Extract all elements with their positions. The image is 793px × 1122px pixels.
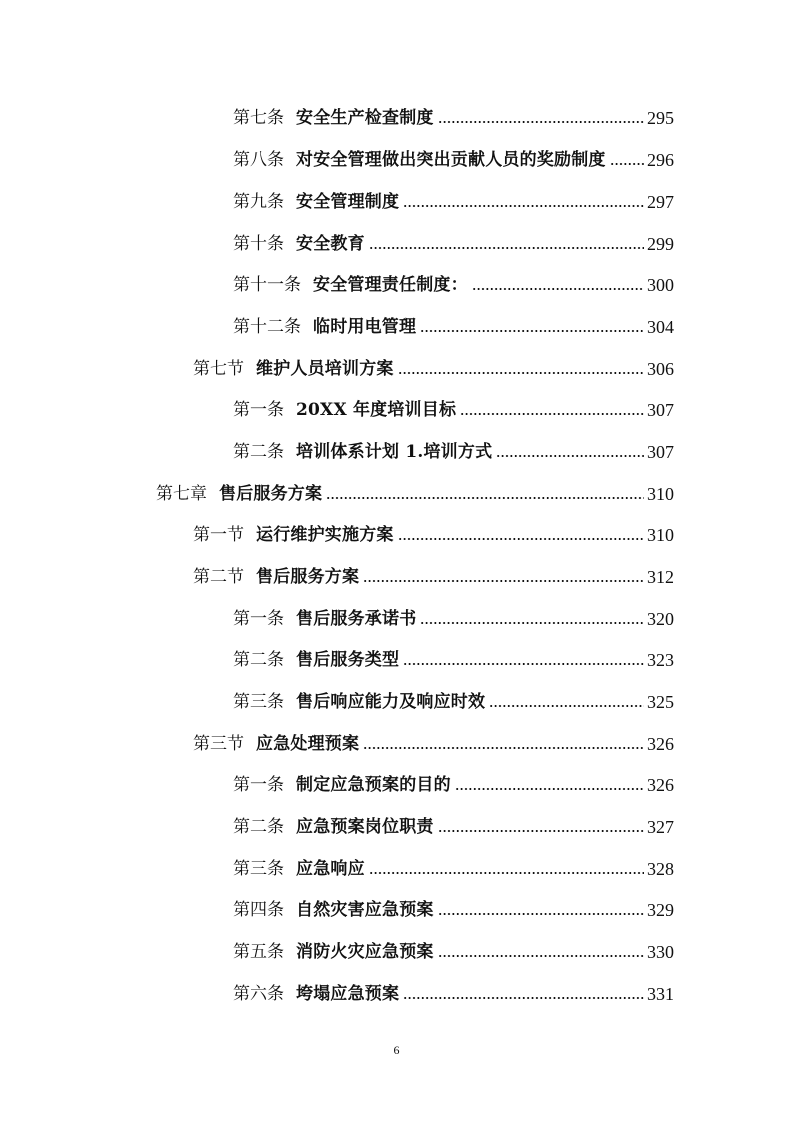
toc-entry[interactable] xyxy=(233,309,674,339)
toc-entry-number: 第九条 xyxy=(233,192,284,212)
toc-entry-title: 售后响应能力及响应时效 xyxy=(296,692,486,712)
footer-page-number: 6 xyxy=(393,1043,400,1057)
toc-entry[interactable] xyxy=(233,267,674,297)
toc-entry-page: 296 xyxy=(647,150,674,170)
toc-entry-title: 垮塌应急预案 xyxy=(296,984,400,1004)
toc-entry-title: 临时用电管理 xyxy=(313,317,417,337)
toc-entry[interactable] xyxy=(233,184,674,214)
dot-leader xyxy=(438,953,644,959)
toc-entry-page: 299 xyxy=(647,234,674,254)
toc-entry-title: 售后服务方案 xyxy=(219,484,323,504)
dot-leader xyxy=(403,203,644,209)
toc-entry-title: 安全管理制度 xyxy=(296,192,400,212)
toc-entry-page: 323 xyxy=(647,650,674,670)
dot-leader xyxy=(438,911,644,917)
dot-leader xyxy=(326,495,644,501)
dot-leader xyxy=(460,411,644,417)
toc-entry[interactable] xyxy=(233,226,674,256)
dot-leader xyxy=(369,870,644,876)
toc-entry-page: 307 xyxy=(647,442,674,462)
toc-entry[interactable] xyxy=(233,392,674,422)
toc-entry[interactable] xyxy=(233,851,674,881)
toc-entry-page: 326 xyxy=(647,775,674,795)
toc-entry-title: 制定应急预案的目的 xyxy=(296,775,451,795)
toc-entry-number: 第十二条 xyxy=(233,317,301,337)
dot-leader xyxy=(496,453,644,459)
toc-entry-title: 培训体系计划 1.培训方式 xyxy=(296,442,493,462)
toc-entry-page: 312 xyxy=(647,567,674,587)
toc-entry[interactable] xyxy=(193,559,674,589)
dot-leader xyxy=(438,119,644,125)
toc-entry-number: 第四条 xyxy=(233,900,284,920)
toc-entry-number: 第二条 xyxy=(233,817,284,837)
toc-entry-title: 安全生产检查制度 xyxy=(296,108,434,128)
toc-entry[interactable] xyxy=(193,351,674,381)
toc-entry-title: 售后服务方案 xyxy=(256,567,360,587)
dot-leader xyxy=(398,536,644,542)
dot-leader xyxy=(398,370,644,376)
toc-entry-page: 297 xyxy=(647,192,674,212)
toc-entry-title: 应急处理预案 xyxy=(256,734,360,754)
toc-entry-page: 325 xyxy=(647,692,674,712)
toc-entry-number: 第七节 xyxy=(193,359,244,379)
dot-leader xyxy=(420,328,644,334)
toc-entry[interactable] xyxy=(233,100,674,130)
dot-leader xyxy=(610,161,644,167)
toc-entry[interactable] xyxy=(193,517,674,547)
toc-entry-page: 310 xyxy=(647,525,674,545)
toc-entry-title: 20XX 年度培训目标 xyxy=(296,400,457,420)
dot-leader xyxy=(403,995,644,1001)
toc-entry-number: 第一节 xyxy=(193,525,244,545)
toc-entry-number: 第二条 xyxy=(233,650,284,670)
toc-entry-page: 295 xyxy=(647,108,674,128)
toc-entry[interactable] xyxy=(233,934,674,964)
toc-entry-page: 304 xyxy=(647,317,674,337)
toc-entry-page: 300 xyxy=(647,275,674,295)
toc-entry-page: 326 xyxy=(647,734,674,754)
toc-entry-title: 自然灾害应急预案 xyxy=(296,900,434,920)
toc-entry-number: 第一条 xyxy=(233,609,284,629)
toc-entry-number: 第三条 xyxy=(233,859,284,879)
toc-entry[interactable] xyxy=(233,767,674,797)
toc-entry-number: 第十一条 xyxy=(233,275,301,295)
toc-entry-page: 307 xyxy=(647,400,674,420)
toc-entry-number: 第七章 xyxy=(156,484,207,504)
toc-entry-page: 330 xyxy=(647,942,674,962)
dot-leader xyxy=(455,786,644,792)
toc-entry[interactable] xyxy=(193,726,674,756)
dot-leader xyxy=(369,245,644,251)
toc-entry-number: 第一条 xyxy=(233,775,284,795)
toc-entry[interactable] xyxy=(233,642,674,672)
toc-entry-number: 第三条 xyxy=(233,692,284,712)
toc-entry-number: 第一条 xyxy=(233,400,284,420)
dot-leader xyxy=(489,703,644,709)
toc-entry-page: 327 xyxy=(647,817,674,837)
dot-leader xyxy=(472,286,644,292)
toc-entry-number: 第十条 xyxy=(233,234,284,254)
dot-leader xyxy=(438,828,644,834)
toc-entry-number: 第三节 xyxy=(193,734,244,754)
toc-entry-number: 第七条 xyxy=(233,108,284,128)
toc-entry-number: 第六条 xyxy=(233,984,284,1004)
toc-entry[interactable] xyxy=(233,434,674,464)
toc-entry[interactable] xyxy=(233,892,674,922)
toc-entry[interactable] xyxy=(156,476,674,506)
toc-entry-title: 售后服务类型 xyxy=(296,650,400,670)
toc-entry[interactable] xyxy=(233,809,674,839)
toc-entry-title: 应急响应 xyxy=(296,859,365,879)
toc-entry-title: 运行维护实施方案 xyxy=(256,525,394,545)
toc-entry-page: 329 xyxy=(647,900,674,920)
toc-entry-number: 第八条 xyxy=(233,150,284,170)
toc-entry-number: 第二节 xyxy=(193,567,244,587)
dot-leader xyxy=(363,578,644,584)
toc-entry-title: 应急预案岗位职责 xyxy=(296,817,434,837)
dot-leader xyxy=(403,661,644,667)
toc-entry[interactable] xyxy=(233,684,674,714)
toc-entry[interactable] xyxy=(233,976,674,1006)
toc-entry-number: 第五条 xyxy=(233,942,284,962)
toc-entry-title: 安全管理责任制度： xyxy=(313,275,468,295)
toc-entry-number: 第二条 xyxy=(233,442,284,462)
toc-entry-title: 消防火灾应急预案 xyxy=(296,942,434,962)
toc-entry-page: 320 xyxy=(647,609,674,629)
toc-entry-title: 售后服务承诺书 xyxy=(296,609,417,629)
toc-entry-title: 对安全管理做出突出贡献人员的奖励制度 xyxy=(296,150,606,170)
toc-entry-page: 328 xyxy=(647,859,674,879)
dot-leader xyxy=(420,620,644,626)
dot-leader xyxy=(363,745,644,751)
toc-entry-page: 331 xyxy=(647,984,674,1004)
toc-entry-title: 维护人员培训方案 xyxy=(256,359,394,379)
toc-entry-page: 306 xyxy=(647,359,674,379)
toc-entry-page: 310 xyxy=(647,484,674,504)
toc-entry-title: 安全教育 xyxy=(296,234,365,254)
toc-entry[interactable] xyxy=(233,142,674,172)
toc-entry[interactable] xyxy=(233,601,674,631)
